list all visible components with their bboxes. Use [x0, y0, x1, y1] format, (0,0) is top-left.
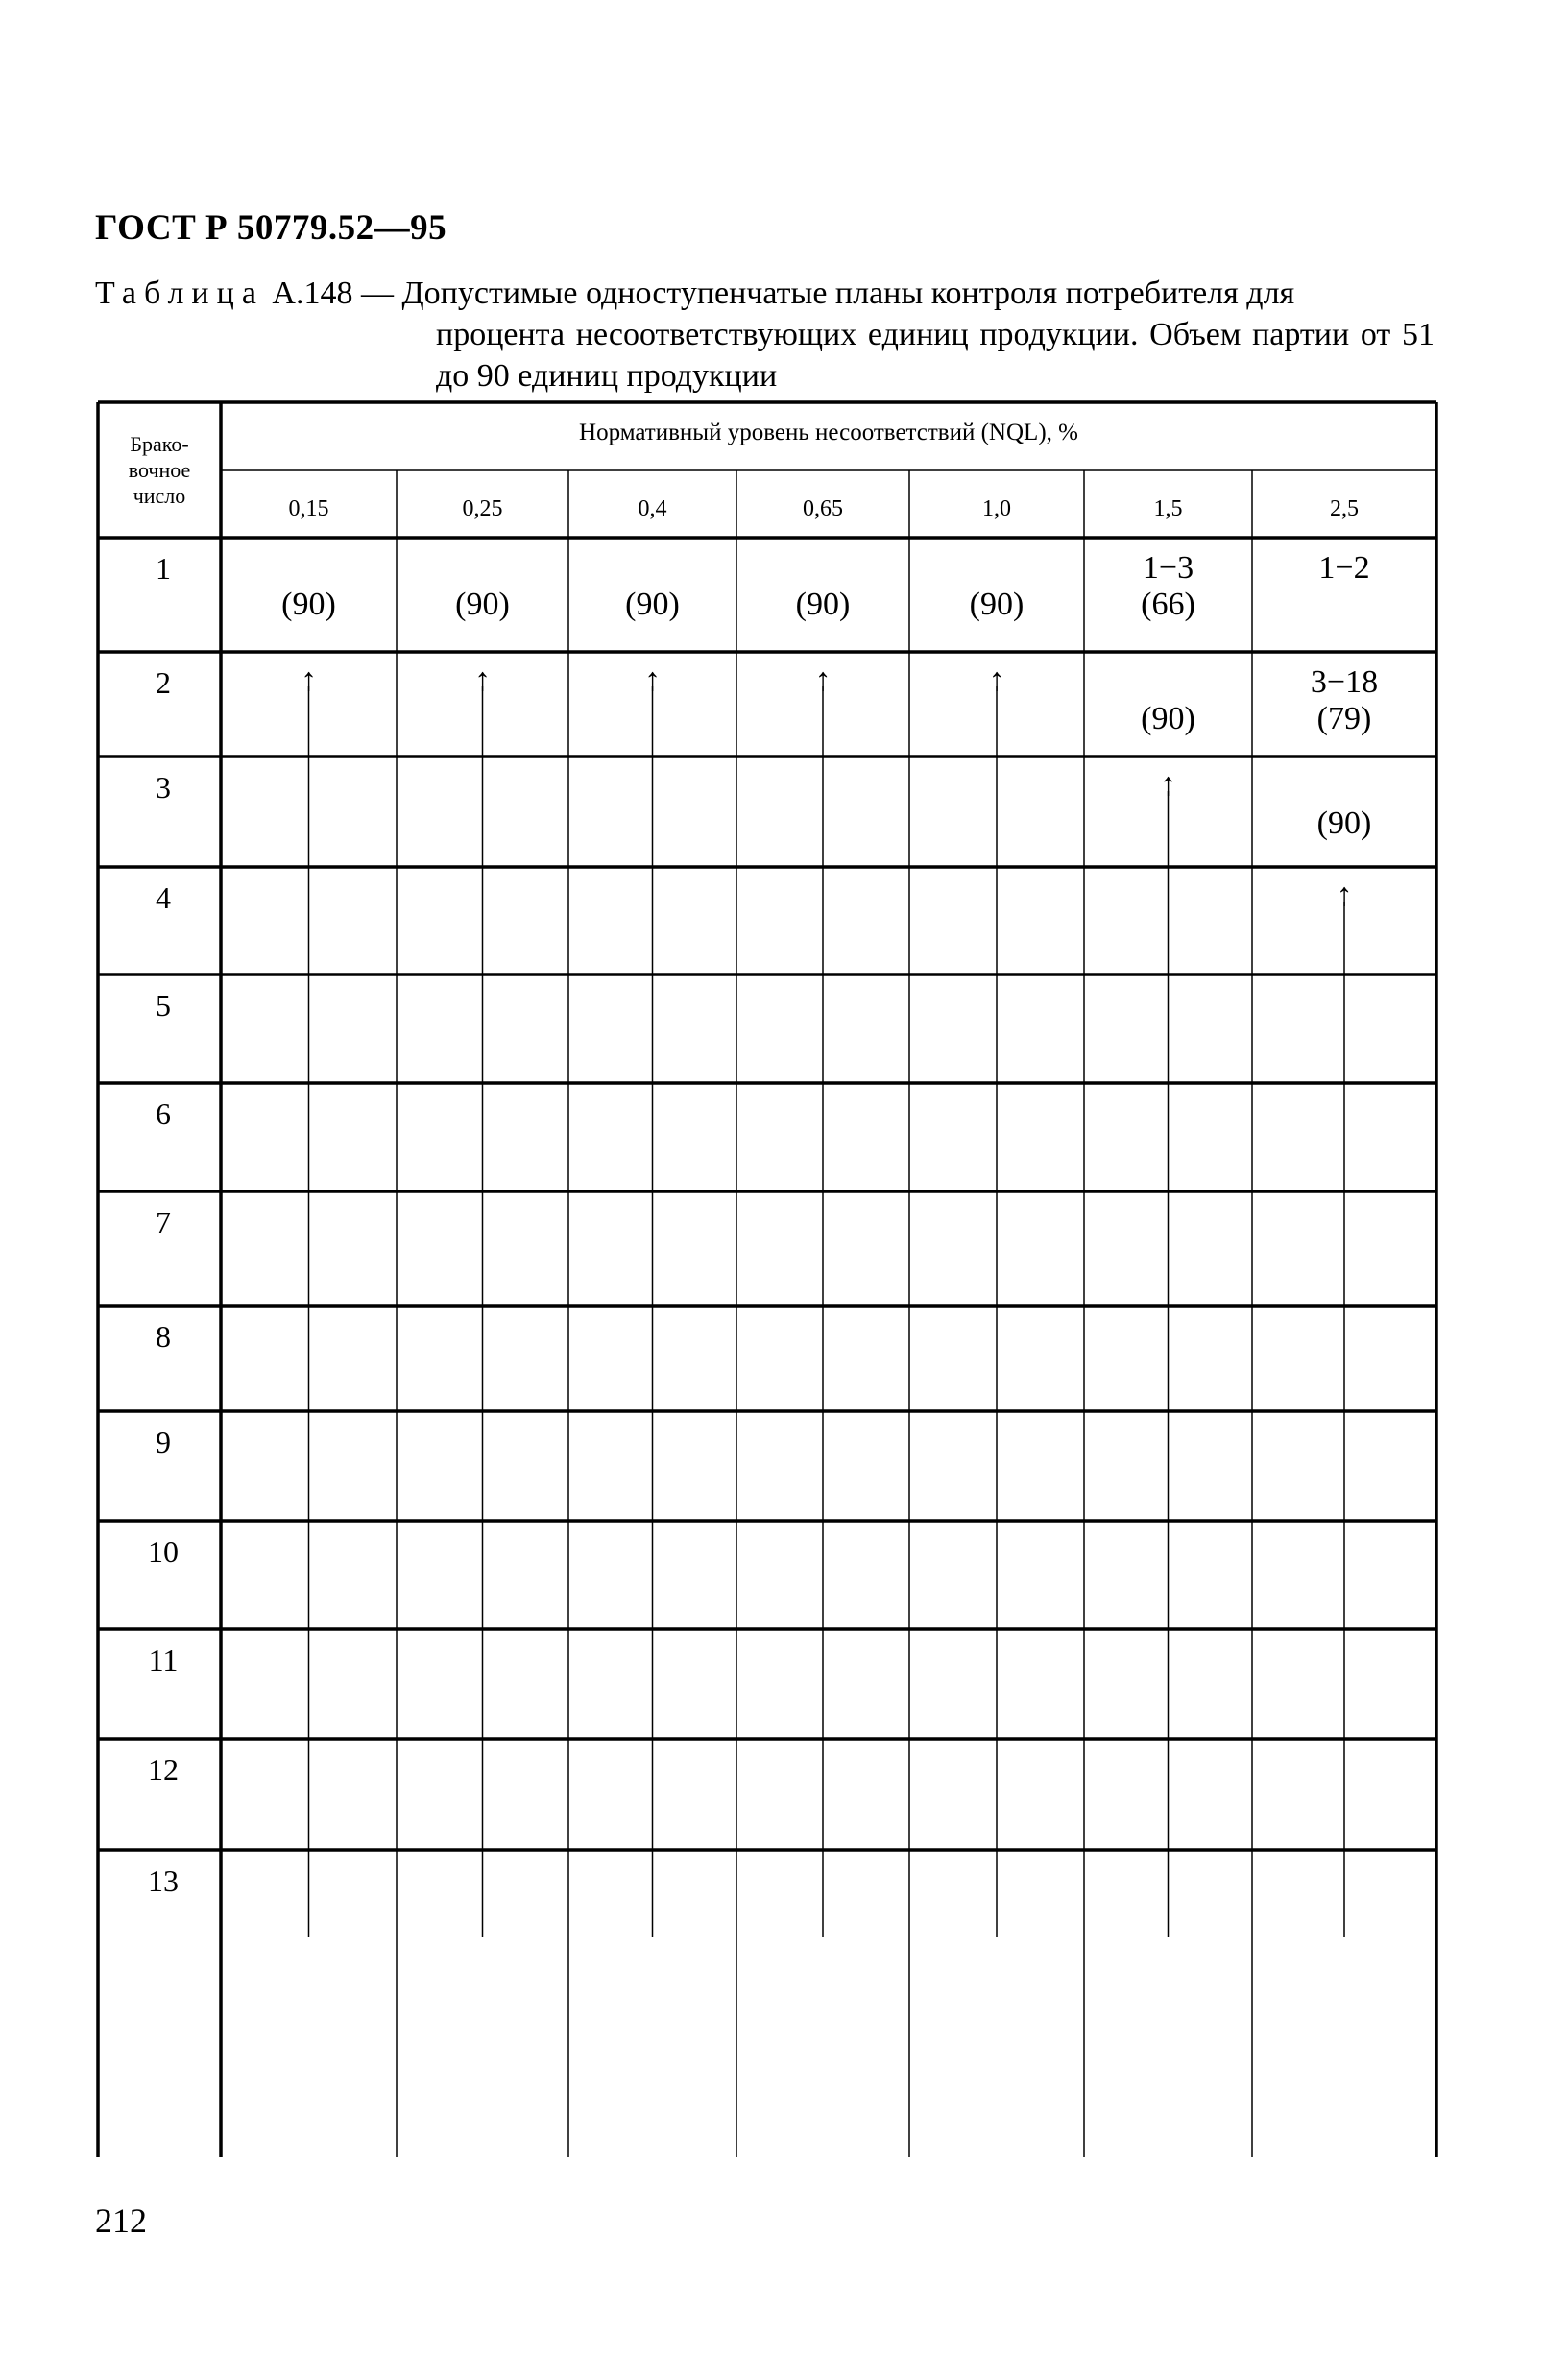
- up-arrow-glyph: ↑: [988, 662, 1005, 698]
- column-header-nql: 1,0: [982, 496, 1011, 521]
- plan-cell-value: (66): [1141, 587, 1195, 622]
- row-label-reject-number: 5: [156, 988, 171, 1022]
- row-label-reject-number: 8: [156, 1319, 171, 1354]
- row-label-reject-number: 12: [148, 1752, 179, 1787]
- plan-cell-value: 1−3: [1142, 550, 1194, 586]
- up-arrow-glyph: ↑: [1160, 767, 1176, 803]
- plan-cell-value: 1−2: [1318, 550, 1370, 586]
- row-label-reject-number: 3: [156, 770, 171, 805]
- group-header-text: Нормативный уровень несоответствий (NQL), %: [579, 420, 1078, 445]
- plan-cell-value: (90): [969, 587, 1025, 622]
- row-label-reject-number: 9: [156, 1425, 171, 1459]
- column-header-nql: 0,65: [803, 496, 843, 521]
- row-label-reject-number: 11: [148, 1643, 179, 1677]
- caption-dash: —: [360, 276, 394, 311]
- plan-cell-value: (90): [795, 587, 851, 622]
- page-number: 212: [95, 2201, 147, 2240]
- column-header-nql: 0,25: [462, 496, 503, 521]
- row-header-text: число: [133, 484, 186, 508]
- row-label-reject-number: 4: [156, 880, 171, 915]
- row-label-reject-number: 7: [156, 1205, 171, 1239]
- row-label-reject-number: 13: [148, 1863, 179, 1898]
- plan-cell-value: (90): [625, 587, 680, 622]
- standard-code: ГОСТ Р 50779.52—95: [95, 208, 447, 248]
- row-header-text: вочное: [128, 458, 191, 482]
- row-label-reject-number: 1: [156, 551, 171, 586]
- plan-cell-value: (90): [455, 587, 510, 622]
- column-header-nql: 0,4: [638, 496, 667, 521]
- caption-text-first: Допустимые одноступенчатые планы контроля потребителя для: [401, 276, 1295, 311]
- column-header-nql: 2,5: [1330, 496, 1359, 521]
- column-header-nql: 1,5: [1153, 496, 1183, 521]
- up-arrow-glyph: ↑: [474, 662, 491, 698]
- caption-number: А.148: [272, 276, 353, 311]
- plan-cell-value: 3−18: [1310, 664, 1379, 700]
- row-label-reject-number: 10: [148, 1534, 179, 1569]
- up-arrow-glyph: ↑: [644, 662, 661, 698]
- up-arrow-glyph: ↑: [1336, 877, 1353, 913]
- caption-label: Таблица: [95, 276, 264, 311]
- plan-cell-value: (90): [1316, 805, 1372, 841]
- row-label-reject-number: 6: [156, 1096, 171, 1131]
- up-arrow-glyph: ↑: [301, 662, 317, 698]
- plan-cell-value: (79): [1316, 701, 1372, 736]
- plan-cell-value: (90): [1141, 701, 1195, 736]
- column-header-nql: 0,15: [288, 496, 329, 521]
- row-label-reject-number: 2: [156, 665, 171, 700]
- caption-text-rest: процента несоответствующих единиц продукции. Объем партии от 51 до 90 единиц продукции: [436, 317, 1435, 394]
- row-header-text: Брако-: [130, 432, 189, 456]
- plan-cell-value: (90): [281, 587, 336, 622]
- up-arrow-glyph: ↑: [814, 662, 832, 698]
